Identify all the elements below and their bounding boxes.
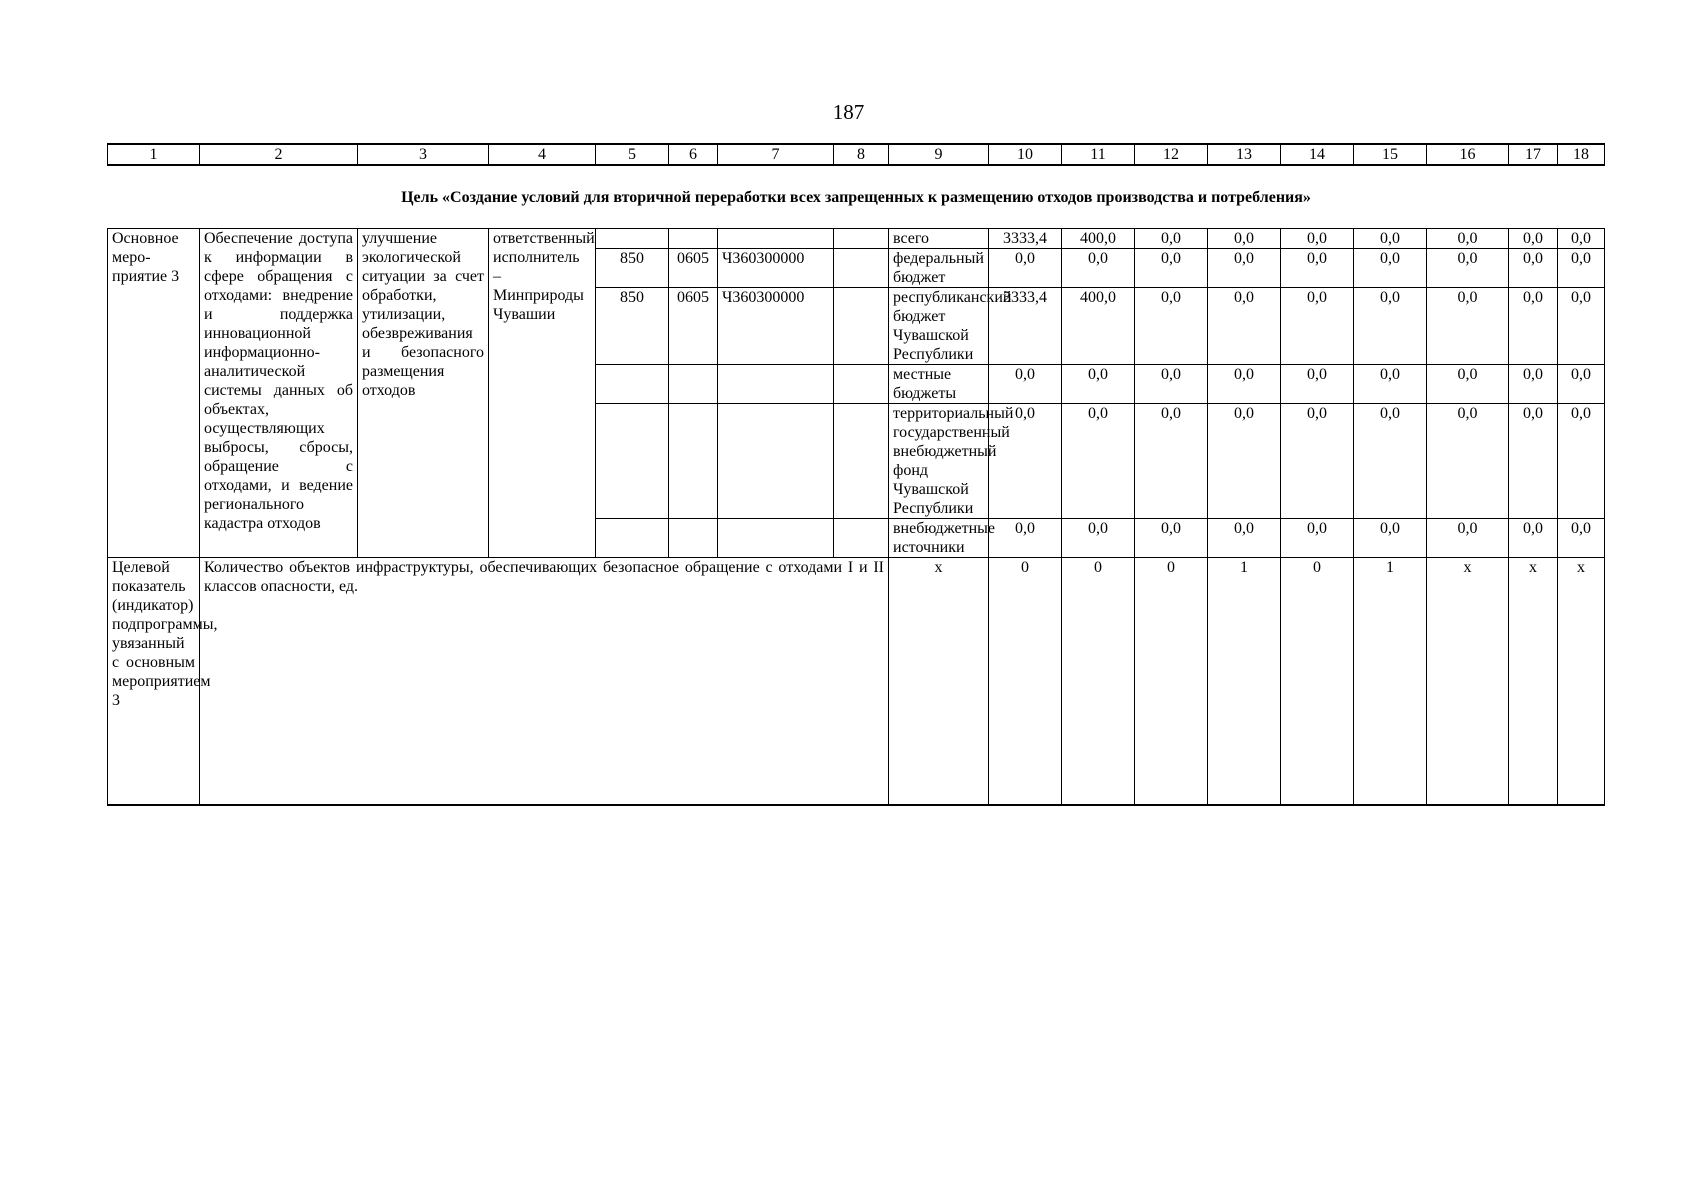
col-number: 3	[358, 144, 489, 165]
indicator-label: Целевой показатель (индикатор) подпрограммы, увязанный с основным мероприятием 3	[108, 558, 200, 806]
value-cell: 0,0	[1135, 519, 1208, 558]
value-cell: 0,0	[1135, 404, 1208, 519]
value-cell: 0,0	[1062, 365, 1135, 404]
col-number: 18	[1558, 144, 1605, 165]
value-cell: 0,0	[1281, 519, 1354, 558]
indicator-value: x	[1558, 558, 1605, 806]
indicator-value: 1	[1208, 558, 1281, 806]
page-number: 187	[832, 100, 865, 124]
value-cell: 0,0	[1558, 404, 1605, 519]
col-number: 13	[1208, 144, 1281, 165]
col-number: 9	[889, 144, 989, 165]
value-cell: 0,0	[1354, 249, 1427, 288]
table-row	[108, 229, 1605, 249]
col-number: 11	[1062, 144, 1135, 165]
indicator-value: 0	[1281, 558, 1354, 806]
col-number: 2	[200, 144, 358, 165]
col-number: 4	[489, 144, 596, 165]
col-number: 7	[718, 144, 834, 165]
value-cell: 0,0	[1558, 249, 1605, 288]
event-result: улучшение экологической ситуации за счет обработки, утилизации, обезвреживания и безопасного размещения отходов	[358, 229, 489, 558]
indicator-value: x	[1427, 558, 1509, 806]
value-cell: 400,0	[1062, 288, 1135, 365]
value-cell: 0,0	[1354, 519, 1427, 558]
value-cell: 0,0	[1509, 404, 1558, 519]
event-name: Основное меро-приятие 3	[108, 229, 200, 558]
value-cell: 0,0	[1509, 288, 1558, 365]
kbk-section: 0605	[669, 288, 718, 365]
indicator-value: 0	[1135, 558, 1208, 806]
value-cell: 0,0	[1208, 249, 1281, 288]
kbk-csr	[718, 404, 834, 519]
indicator-text: Количество объектов инфраструктуры, обеспечивающих безопасное обращение с отходами I и II классов опасности, ед.	[200, 558, 889, 806]
value-cell: 0,0	[1208, 404, 1281, 519]
indicator-source: x	[889, 558, 989, 806]
value-cell: 0,0	[1281, 249, 1354, 288]
kbk-grbs: 850	[596, 249, 669, 288]
value-cell: 0,0	[1208, 288, 1281, 365]
value-cell: 0,0	[1135, 229, 1208, 249]
kbk-section	[669, 229, 718, 249]
value-cell: 0,0	[1509, 229, 1558, 249]
col-number: 6	[669, 144, 718, 165]
kbk-vr	[834, 288, 889, 365]
value-cell: 0,0	[1281, 404, 1354, 519]
col-number: 15	[1354, 144, 1427, 165]
value-cell: 0,0	[1509, 249, 1558, 288]
value-cell: 0,0	[1135, 288, 1208, 365]
budget-table	[107, 143, 1605, 806]
kbk-grbs	[596, 365, 669, 404]
event-description: Обеспечение доступа к информации в сфере обращения с отходами: внедрение и поддержка инновационной информационно-аналитической системы данных об объектах, осуществляющих выбросы, сбросы, обращение с отходами, и ведение регионального кадастра отходов	[200, 229, 358, 558]
funding-source: федеральный бюджет	[889, 249, 989, 288]
kbk-csr	[718, 229, 834, 249]
goal-row	[108, 165, 1605, 229]
funding-source: местные бюджеты	[889, 365, 989, 404]
value-cell: 0,0	[1427, 365, 1509, 404]
value-cell: 0,0	[989, 249, 1062, 288]
value-cell: 0,0	[1427, 229, 1509, 249]
col-number: 14	[1281, 144, 1354, 165]
kbk-vr	[834, 365, 889, 404]
funding-source: внебюджетные источники	[889, 519, 989, 558]
kbk-grbs	[596, 229, 669, 249]
value-cell: 0,0	[1558, 288, 1605, 365]
kbk-section	[669, 365, 718, 404]
value-cell: 0,0	[1509, 365, 1558, 404]
kbk-grbs	[596, 519, 669, 558]
value-cell: 0,0	[1558, 519, 1605, 558]
col-number: 17	[1509, 144, 1558, 165]
kbk-csr	[718, 519, 834, 558]
value-cell: 3333,4	[989, 288, 1062, 365]
kbk-vr	[834, 229, 889, 249]
value-cell: 0,0	[1208, 365, 1281, 404]
value-cell: 0,0	[1062, 519, 1135, 558]
value-cell: 0,0	[1354, 229, 1427, 249]
col-number: 8	[834, 144, 889, 165]
col-number: 16	[1427, 144, 1509, 165]
indicator-row	[108, 558, 1605, 806]
funding-source: республиканский бюджет Чувашской Республики	[889, 288, 989, 365]
value-cell: 0,0	[1427, 519, 1509, 558]
value-cell: 0,0	[1427, 249, 1509, 288]
kbk-section	[669, 519, 718, 558]
kbk-vr	[834, 404, 889, 519]
value-cell: 0,0	[1354, 404, 1427, 519]
indicator-value: 0	[1062, 558, 1135, 806]
value-cell: 0,0	[989, 365, 1062, 404]
value-cell: 0,0	[1208, 229, 1281, 249]
funding-source: территориальный государственный внебюджетный фонд Чувашской Республики	[889, 404, 989, 519]
value-cell: 0,0	[1427, 404, 1509, 519]
value-cell: 0,0	[1062, 404, 1135, 519]
value-cell: 0,0	[1558, 365, 1605, 404]
column-number-row	[108, 144, 1605, 165]
value-cell: 0,0	[1509, 519, 1558, 558]
event-executor: ответственный исполнитель – Минприроды Чувашии	[489, 229, 596, 558]
funding-source: всего	[889, 229, 989, 249]
kbk-grbs	[596, 404, 669, 519]
kbk-csr: Ч360300000	[718, 288, 834, 365]
value-cell: 0,0	[1281, 365, 1354, 404]
value-cell: 0,0	[1354, 288, 1427, 365]
value-cell: 0,0	[1208, 519, 1281, 558]
value-cell: 0,0	[1558, 229, 1605, 249]
col-number: 12	[1135, 144, 1208, 165]
value-cell: 0,0	[1281, 229, 1354, 249]
kbk-section: 0605	[669, 249, 718, 288]
value-cell: 0,0	[1354, 365, 1427, 404]
kbk-grbs: 850	[596, 288, 669, 365]
value-cell: 0,0	[1281, 288, 1354, 365]
indicator-value: x	[1509, 558, 1558, 806]
value-cell: 0,0	[1135, 249, 1208, 288]
value-cell: 0,0	[1062, 249, 1135, 288]
value-cell: 0,0	[989, 519, 1062, 558]
kbk-csr	[718, 365, 834, 404]
kbk-vr	[834, 519, 889, 558]
col-number: 5	[596, 144, 669, 165]
value-cell: 0,0	[1135, 365, 1208, 404]
kbk-vr	[834, 249, 889, 288]
col-number: 10	[989, 144, 1062, 165]
goal-heading: Цель «Создание условий для вторичной переработки всех запрещенных к размещению отходов производства и потребления»	[108, 165, 1605, 229]
value-cell: 3333,4	[989, 229, 1062, 249]
col-number: 1	[108, 144, 200, 165]
indicator-value: 0	[989, 558, 1062, 806]
kbk-section	[669, 404, 718, 519]
indicator-value: 1	[1354, 558, 1427, 806]
kbk-csr: Ч360300000	[718, 249, 834, 288]
value-cell: 0,0	[1427, 288, 1509, 365]
value-cell: 0,0	[989, 404, 1062, 519]
value-cell: 400,0	[1062, 229, 1135, 249]
